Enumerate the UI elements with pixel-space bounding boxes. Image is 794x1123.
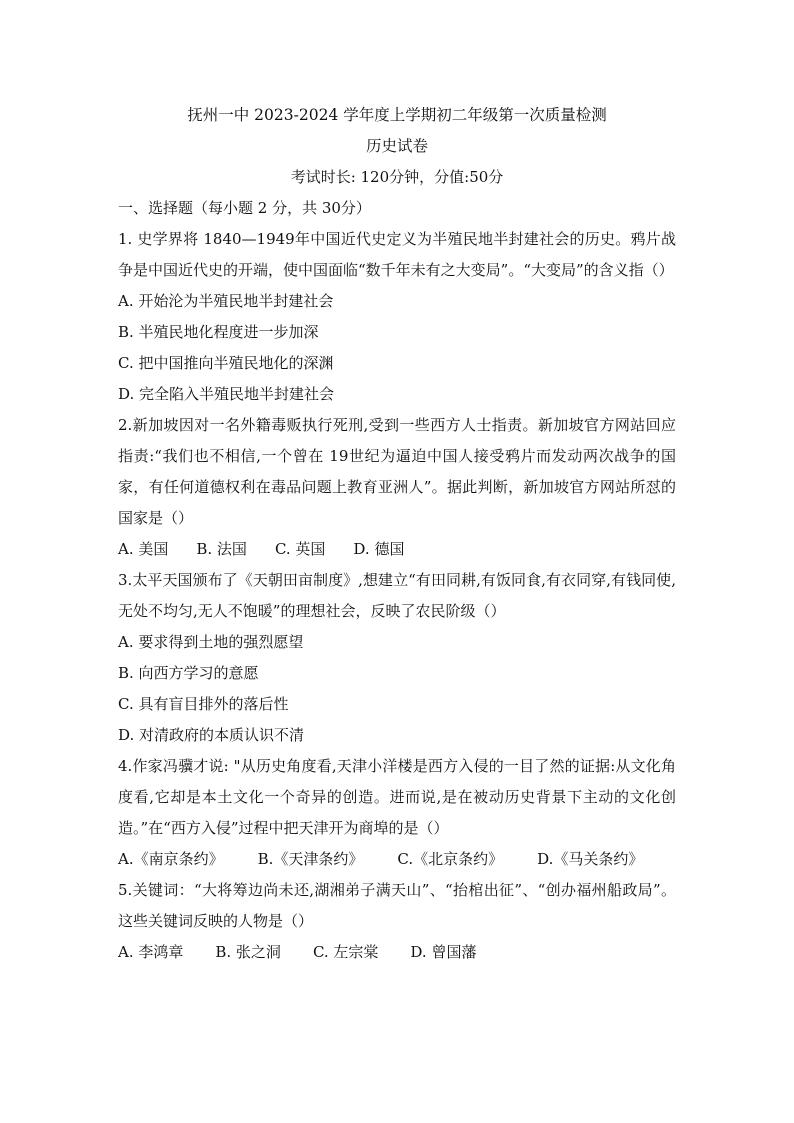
question-stem: 1. 史学界将 1840—1949年中国近代史定义为半殖民地半封建社会的历史。鸦片战争是中国近代史的开端，使中国面临“数千年未有之大变局”。“大变局”的含义指（）: [118, 230, 676, 279]
exam-meta: 考试时长: 120分钟，分值:50分: [290, 168, 504, 186]
options-list: [118, 844, 676, 875]
section-heading: 一、选择题（每小题 2 分，共 30分）: [118, 199, 371, 217]
option-d: D.《马关条约》: [537, 850, 644, 868]
option-d: D. 曾国藩: [410, 943, 477, 961]
option-a: A.《南京条约》: [118, 850, 224, 868]
option-a: A. 开始沦为半殖民地半封建社会: [118, 292, 334, 310]
option-b: B.《天津条约》: [257, 850, 364, 868]
option-d: D. 完全陷入半殖民地半封建社会: [118, 385, 335, 403]
question-stem: 5.关键词：“大将筹边尚未还,湖湘弟子满天山”、“抬棺出征”、“创办福州船政局”。这些关键词反映的人物是（）: [118, 881, 676, 930]
option-a: A. 李鸿章: [118, 943, 184, 961]
question-stem: 2.新加坡因对一名外籍毒贩执行死刑,受到一些西方人士指责。新加坡官方网站回应指责:“我们也不相信,一个曾在 19世纪为逼迫中国人接受鸦片而发动两次战争的国家，有任何道德权利在毒品问题上教育亚洲人”。据此判断，新加坡官方网站所怼的国家是（）: [118, 416, 676, 527]
option-b: B. 法国: [196, 540, 247, 558]
option-b: B. 张之洞: [215, 943, 281, 961]
question-1: [118, 224, 676, 410]
options-list: [118, 627, 676, 751]
option-c: C. 具有盲目排外的落后性: [118, 695, 289, 713]
option-c: C. 左宗棠: [312, 943, 379, 961]
option-a: A. 美国: [118, 540, 169, 558]
exam-title: 抚州一中 2023-2024 学年度上学期初二年级第一次质量检测: [187, 106, 607, 124]
option-d: D. 德国: [353, 540, 405, 558]
option-c: C.《北京条约》: [397, 850, 504, 868]
option-d: D. 对清政府的本质认识不清: [118, 726, 305, 744]
options-list: [118, 286, 676, 410]
question-5: [118, 875, 676, 968]
option-b: B. 半殖民地化程度进一步加深: [118, 323, 319, 341]
option-a: A. 要求得到土地的强烈愿望: [118, 633, 304, 651]
option-c: C. 把中国推向半殖民地化的深渊: [118, 354, 334, 372]
question-stem: 3.太平天国颁布了《天朝田亩制度》,想建立“有田同耕,有饭同食,有衣同穿,有钱同使,无处不均匀,无人不饱暖”的理想社会，反映了农民阶级（）: [118, 571, 676, 620]
options-list: [118, 937, 676, 968]
question-4: [118, 751, 676, 875]
question-stem: 4.作家冯骥才说: "从历史角度看,天津小洋楼是西方入侵的一目了然的证据:从文化角度看,它却是本土文化一个奇异的创造。进而说,是在被动历史背景下主动的文化创造。”在“西方入侵”过程中把天津开为商埠的是（）: [118, 757, 676, 837]
question-3: [118, 565, 676, 751]
option-b: B. 向西方学习的意愿: [118, 664, 259, 682]
options-list: [118, 534, 676, 565]
option-c: C. 英国: [274, 540, 326, 558]
exam-subtitle: 历史试卷: [365, 137, 428, 155]
question-2: [118, 410, 676, 565]
